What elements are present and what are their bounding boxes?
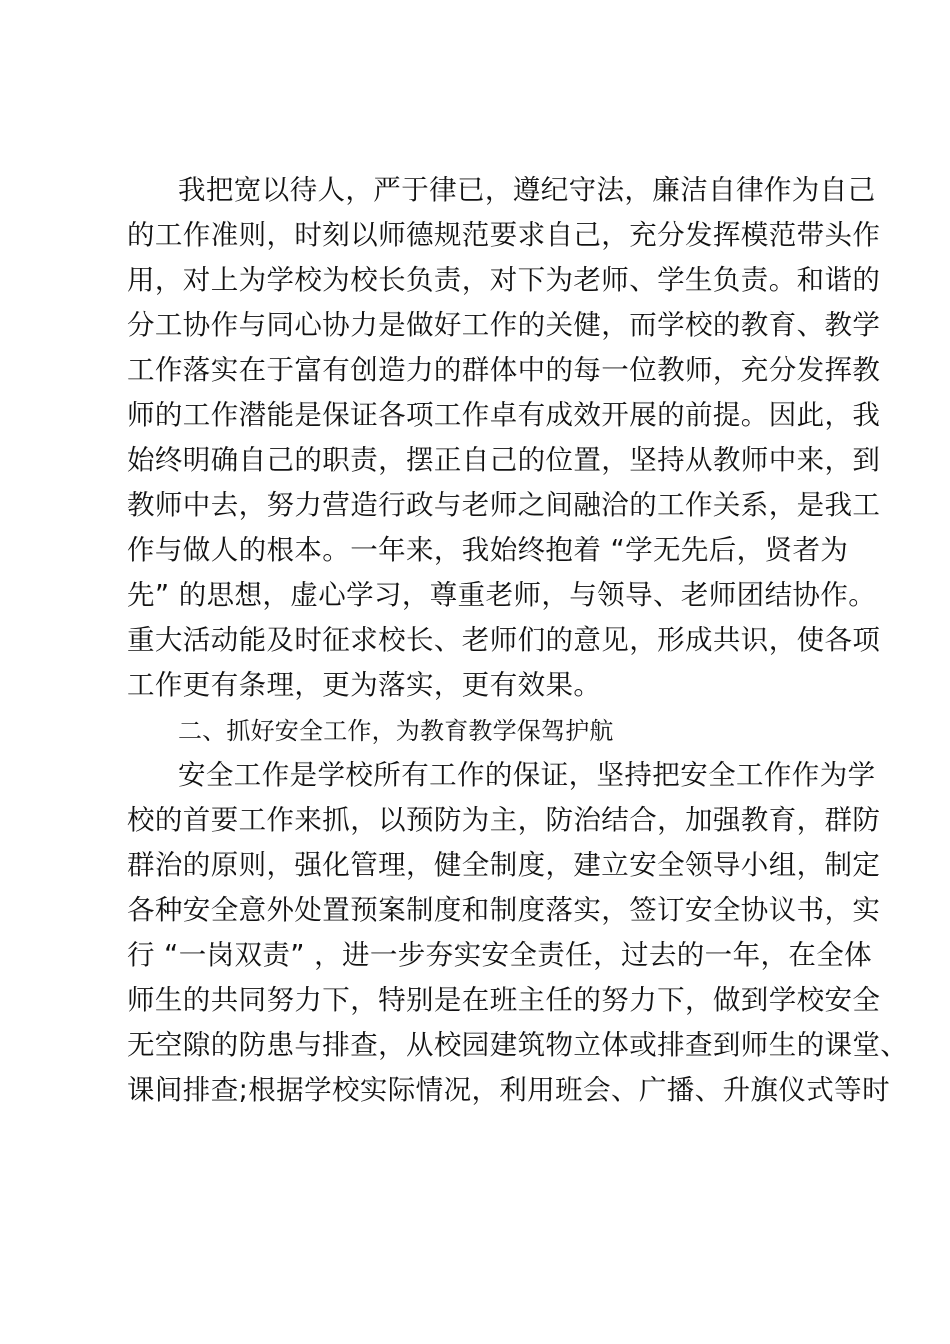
paragraph-2-line: 师生的共同努力下，特别是在班主任的努力下，做到学校安全	[127, 984, 881, 1016]
paragraph-1-line: 我把宽以待人，严于律已，遵纪守法，廉洁自律作为自己	[178, 174, 876, 206]
paragraph-1-line: 用，对上为学校为校长负责，对下为老师、学生负责。和谐的	[127, 264, 881, 296]
paragraph-2-line: 课间排查;根据学校实际情况，利用班会、广播、升旗仪式等时	[127, 1074, 890, 1106]
paragraph-2-line: 各种安全意外处置预案制度和制度落实，签订安全协议书，实	[127, 894, 881, 926]
paragraph-2-line: 行 “一岗双责” ，进一步夯实安全责任，过去的一年，在全体	[127, 939, 873, 971]
paragraph-1-line: 重大活动能及时征求校长、老师们的意见，形成共识，使各项	[127, 624, 881, 656]
paragraph-2-line: 无空隙的防患与排查，从校园建筑物立体或排查到师生的课堂、	[127, 1029, 909, 1061]
paragraph-1-line: 教师中去，努力营造行政与老师之间融洽的工作关系，是我工	[127, 489, 881, 521]
paragraph-1-line: 工作落实在于富有创造力的群体中的每一位教师，充分发挥教	[127, 354, 881, 386]
paragraph-2-line: 校的首要工作来抓，以预防为主，防治结合，加强教育，群防	[127, 804, 881, 836]
paragraph-2-line: 群治的原则，强化管理，健全制度，建立安全领导小组，制定	[127, 849, 881, 881]
paragraph-1-line: 的工作准则，时刻以师德规范要求自己，充分发挥模范带头作	[127, 219, 881, 251]
paragraph-1-line: 分工协作与同心协力是做好工作的关健，而学校的教育、教学	[127, 309, 881, 341]
paragraph-1-line: 先” 的思想，虚心学习，尊重老师，与领导、老师团结协作。	[127, 579, 877, 611]
section-heading: 二、抓好安全工作，为教育教学保驾护航	[178, 717, 614, 745]
paragraph-1-line: 作与做人的根本。一年来，我始终抱着 “学无先后，贤者为	[127, 534, 849, 566]
paragraph-1-line: 始终明确自己的职责，摆正自己的位置，坚持从教师中来，到	[127, 444, 881, 476]
paragraph-1-line: 师的工作潜能是保证各项工作卓有成效开展的前提。因此，我	[127, 399, 881, 431]
paragraph-2-line: 安全工作是学校所有工作的保证，坚持把安全工作作为学	[178, 759, 876, 791]
paragraph-1-line: 工作更有条理，更为落实，更有效果。	[127, 669, 602, 701]
